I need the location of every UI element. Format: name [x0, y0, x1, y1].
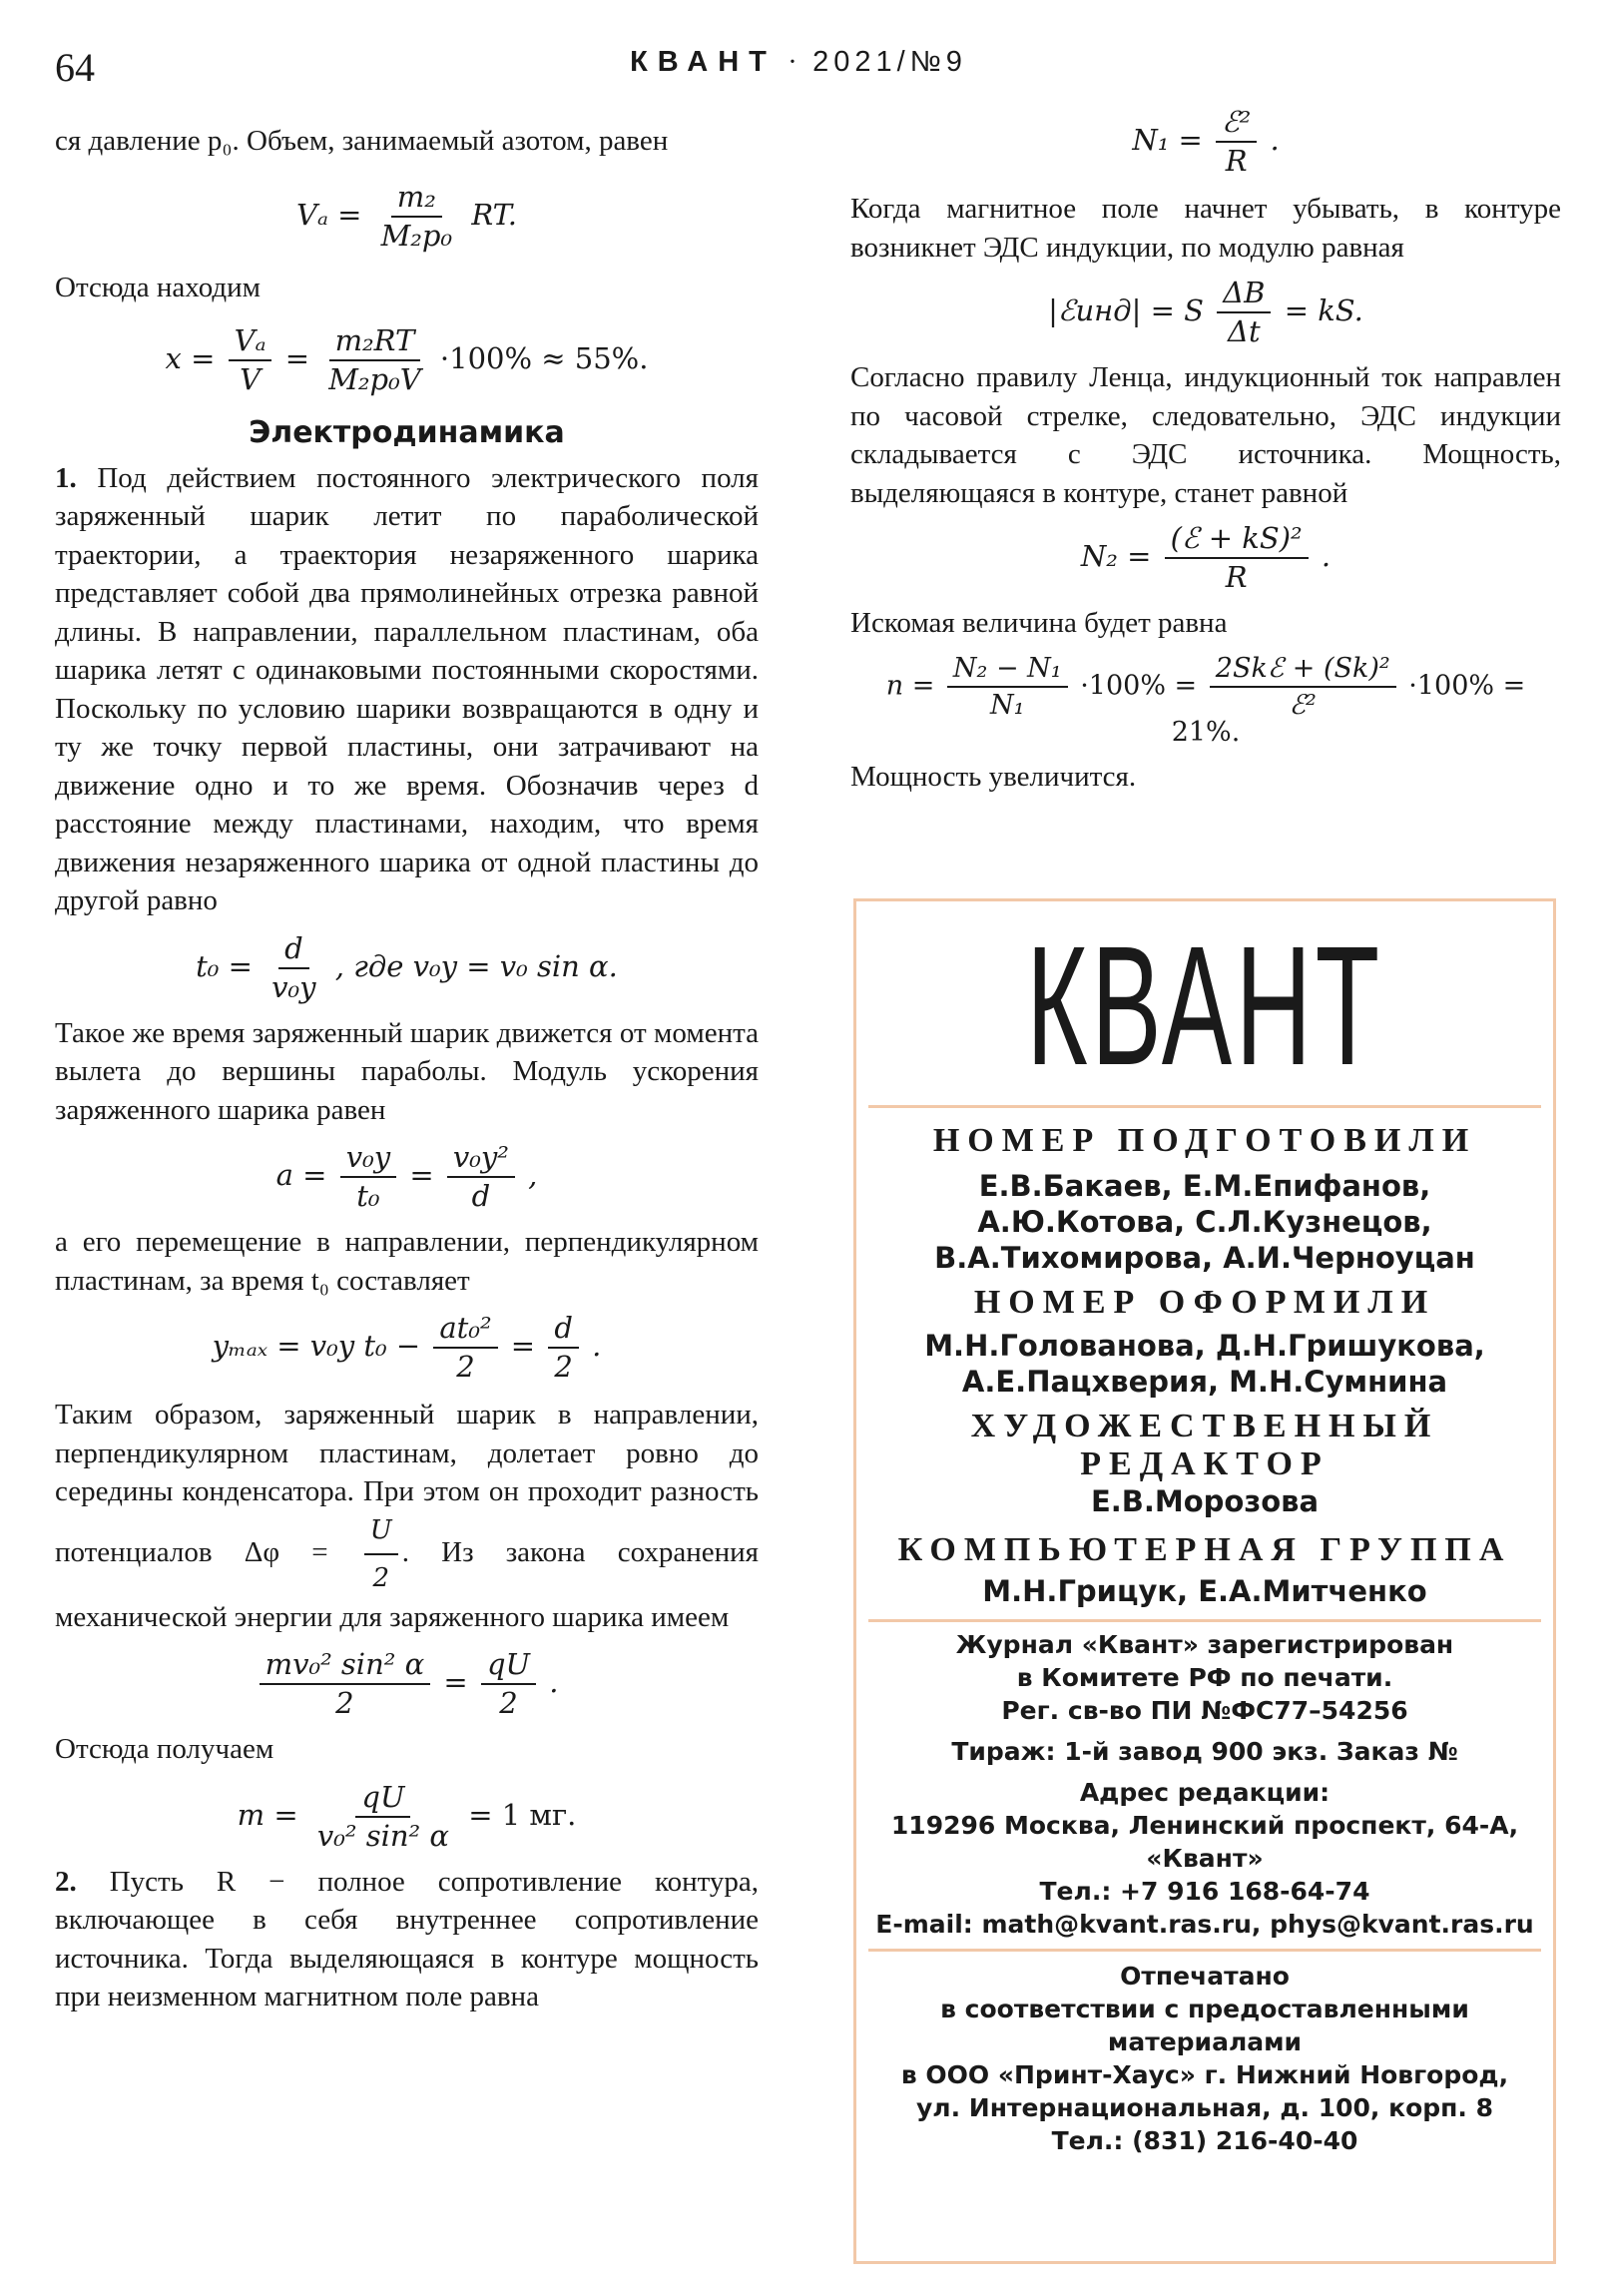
divider [868, 1949, 1541, 1952]
running-head [0, 46, 1597, 79]
head-separator: · [788, 46, 801, 78]
formula-energy: $\frac{\text{mv₀² sin² α}}{2}$ = $\frac{qU}{2}$ . [55, 1650, 759, 1718]
paragraph: а его перемещение в направлении, перпендикулярном пластинам, за время t₀ составляет [55, 1226, 759, 1297]
formula-va: Vₐ = $\frac{\text{m₂}}{\text{M₂p₀}}$ RT. [296, 179, 517, 253]
formula-emf: |ℰинд| = S $\frac{\Delta B}{\Delta t}$ = kS. [1048, 276, 1363, 348]
address-info: Адрес редакции: 119296 Москва, Ленинский проспект, 64-А, «Квант» Тел.: +7 916 168-64-74 E-mail: math@kvant.ras.ru, phys@kvant.ras.ru [875, 1778, 1534, 1939]
formula-m: m = $\frac{qU}{\text{v₀² sin² α}}$ = 1 мг. [237, 1779, 577, 1853]
paragraph: Такое же время заряженный шарик движется от момента вылета до вершины параболы. Модуль ускорения заряженного шарика равен [55, 1016, 759, 1126]
page-number: 64 [55, 45, 95, 90]
divider [868, 1619, 1541, 1622]
formula-n: n = $\frac{\text{N₂ − N₁}}{\text{N₁}}$ ·100% = $\frac{\text{2Skℰ + (Sk)²}}{\text{ℰ²}}$ ·100% = 21%. [885, 652, 1526, 748]
credits-names: Е.В.Морозова [1090, 1484, 1320, 1518]
paragraph: Согласно правилу Ленца, индукционный ток направлен по часовой стрелке, следовательно, ЭДС индукции складывается с ЭДС источника. Мощность, выделяющаяся в контуре, станет равной [850, 361, 1561, 509]
formula-n2: N₂ = $\frac{\text{(ℰ + kS)²}}{R}$ . [1080, 521, 1331, 594]
credits-names: М.Н.Грицук, Е.А.Митченко [982, 1574, 1427, 1608]
formula-a: a = $\frac{\text{v₀y}}{\text{t₀}}$ = $\frac{\text{v₀y²}}{d}$ , [275, 1140, 538, 1213]
paragraph: Отсюда находим [55, 271, 261, 303]
paragraph: Отсюда получаем [55, 1733, 274, 1765]
paragraph: 2. Пусть R − полное сопротивление контура, включающее в себя внутреннее сопротивление источника. Тогда выделяющаяся в контуре мощность при неизменном магнитном поле равна [55, 1865, 759, 2012]
credits-heading: НОМЕР ОФОРМИЛИ [973, 1284, 1436, 1321]
formula-n1: N₁ = $\frac{\text{ℰ²}}{R}$ . [1132, 105, 1280, 178]
paragraph: Таким образом, заряженный шарик в направлении, перпендикулярном пластинам, долетает ровно до середины конденсатора. При этом он проходит разность потенциалов Δφ = $\frac{U}{2}$ . Из закона сохранения механической энергии для заряженного шарика имеем [55, 1399, 759, 1633]
paragraph: 1. Под действием постоянного электрического поля заряженный шарик летит по параболической траектории, а траектория незаряженного шарика представляет собой два прямолинейных отрезка равной длины. В направлении, параллельном пластинам, оба шарика летят с одинаковыми постоянными скоростями. Поскольку по условию шарики возвращаются в одну и ту же точку первой пластины, они затрачивают на движение одно и то же время. Обозначив через d расстояние между пластинами, находим, что время движения незаряженного шарика от одной пластины до другой равно [55, 461, 759, 916]
circulation-info: Тираж: 1-й завод 900 экз. Заказ № [951, 1737, 1458, 1766]
credits-heading: ХУДОЖЕСТВЕННЫЙ РЕДАКТОР [970, 1408, 1439, 1482]
formula-x: x = $\frac{\text{Vₐ}}{V}$ = $\frac{\text{m₂RT}}{\text{M₂p₀V}}$ ·100% ≈ 55%. [165, 323, 649, 396]
right-column [850, 105, 1561, 796]
paragraph: ся давление p₀. Объем, занимаемый азотом, равен [55, 125, 669, 157]
credits-names: М.Н.Голованова, Д.Н.Гришукова, А.Е.Пацхверия, М.Н.Сумнина [924, 1329, 1485, 1399]
credits-heading: НОМЕР ПОДГОТОВИЛИ [932, 1122, 1477, 1159]
divider [868, 1105, 1541, 1108]
paragraph: Когда магнитное поле начнет убывать, в контуре возникнет ЭДС индукции, по модулю равная [850, 193, 1561, 264]
formula-ymax: yₘₐₓ = v₀y t₀ − $\frac{\text{at₀²}}{2}$ = $\frac{d}{2}$ . [212, 1311, 602, 1384]
issue-number: 2021/№9 [812, 46, 967, 78]
paragraph: Искомая величина будет равна [850, 607, 1228, 639]
credits-box [853, 898, 1556, 2264]
printing-info: Отпечатано в соответствии с предоставленными материалами в ООО «Принт-Хаус» г. Нижний Новгород, ул. Интернациональная, д. 100, корп. 8 Тел.: (831) 216-40-40 [900, 1962, 1509, 2155]
credits-heading: КОМПЬЮТЕРНАЯ ГРУППА [897, 1531, 1512, 1568]
registration-info: Журнал «Квант» зарегистрирован в Комитете РФ по печати. Рег. св-во ПИ №ФС77–54256 [955, 1630, 1454, 1725]
credits-names: Е.В.Бакаев, Е.М.Епифанов, А.Ю.Котова, С.Л.Кузнецов, В.А.Тихомирова, А.И.Черноуцан [934, 1169, 1475, 1275]
formula-t0: t₀ = $\frac{d}{\text{v₀y}}$ , где v₀y = v₀ sin α. [196, 930, 618, 1004]
section-title: Электродинамика [249, 415, 565, 450]
kvant-logo: КВАНТ [1026, 911, 1383, 1101]
left-column [55, 122, 759, 2016]
magazine-name: КВАНТ [630, 46, 777, 78]
paragraph: Мощность увеличится. [850, 760, 1137, 793]
